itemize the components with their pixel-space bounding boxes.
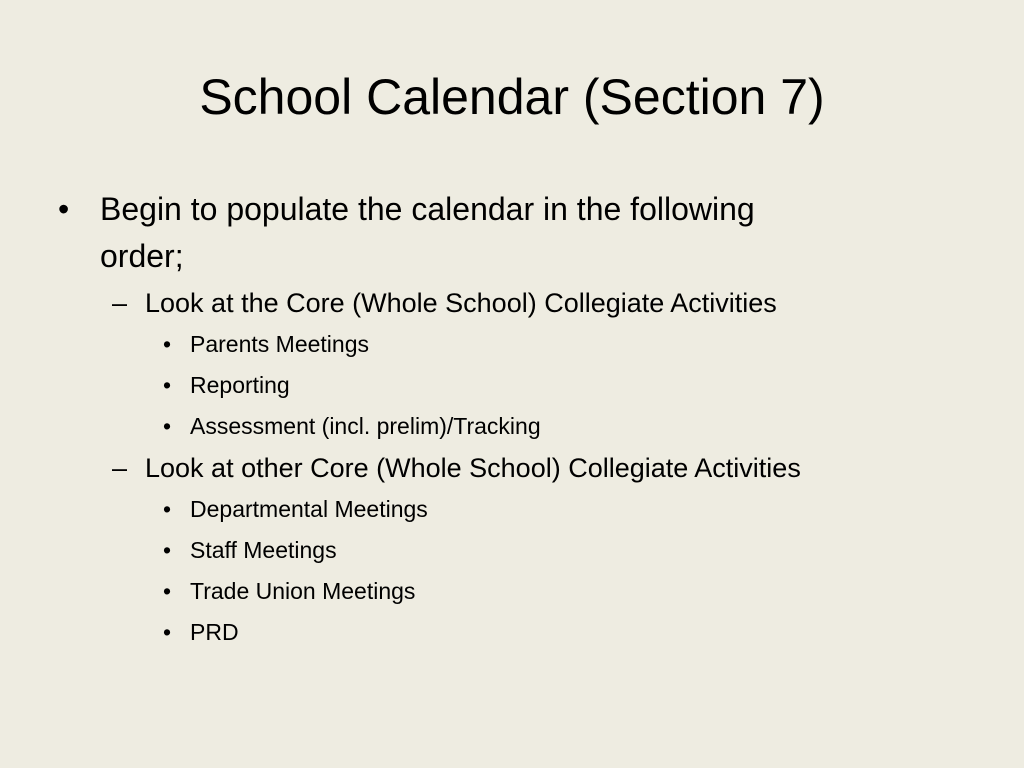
list-item — [0, 406, 1024, 447]
list-item — [0, 489, 1024, 530]
bullet-icon: • — [163, 578, 172, 604]
subheading-text: Look at the Core (Whole School) Collegiate Activities — [145, 288, 777, 318]
bullet-icon: • — [163, 413, 172, 439]
bullet-icon: • — [163, 619, 172, 645]
bullet-icon: • — [163, 537, 172, 563]
list-item-text: Departmental Meetings — [190, 496, 428, 522]
list-item — [0, 365, 1024, 406]
bullet-icon: • — [58, 191, 70, 227]
subheading-core-activities — [0, 282, 1024, 324]
slide-content — [0, 186, 1024, 653]
list-item-text: Parents Meetings — [190, 331, 369, 357]
list-item — [0, 530, 1024, 571]
list-item-text: Assessment (incl. prelim)/Tracking — [190, 413, 541, 439]
subheading-text: Look at other Core (Whole School) Collegiate Activities — [145, 453, 801, 483]
dash-icon: – — [112, 288, 128, 318]
bullet-item-populate-calendar — [0, 186, 1024, 233]
list-item — [0, 324, 1024, 365]
dash-icon: – — [112, 453, 128, 483]
bullet-icon: • — [163, 331, 172, 357]
list-item — [0, 612, 1024, 653]
bullet-text-line-2: order; — [100, 238, 184, 274]
list-item-text: PRD — [190, 619, 239, 645]
list-item-text: Staff Meetings — [190, 537, 337, 563]
slide-title: School Calendar (Section 7) — [199, 69, 825, 125]
subheading-other-core-activities — [0, 447, 1024, 489]
bullet-icon: • — [163, 372, 172, 398]
list-item-text: Reporting — [190, 372, 290, 398]
list-item — [0, 571, 1024, 612]
bullet-item-populate-calendar-continued — [0, 233, 1024, 280]
bullet-icon: • — [163, 496, 172, 522]
list-item-text: Trade Union Meetings — [190, 578, 416, 604]
bullet-text-line-1: Begin to populate the calendar in the following — [100, 191, 755, 227]
